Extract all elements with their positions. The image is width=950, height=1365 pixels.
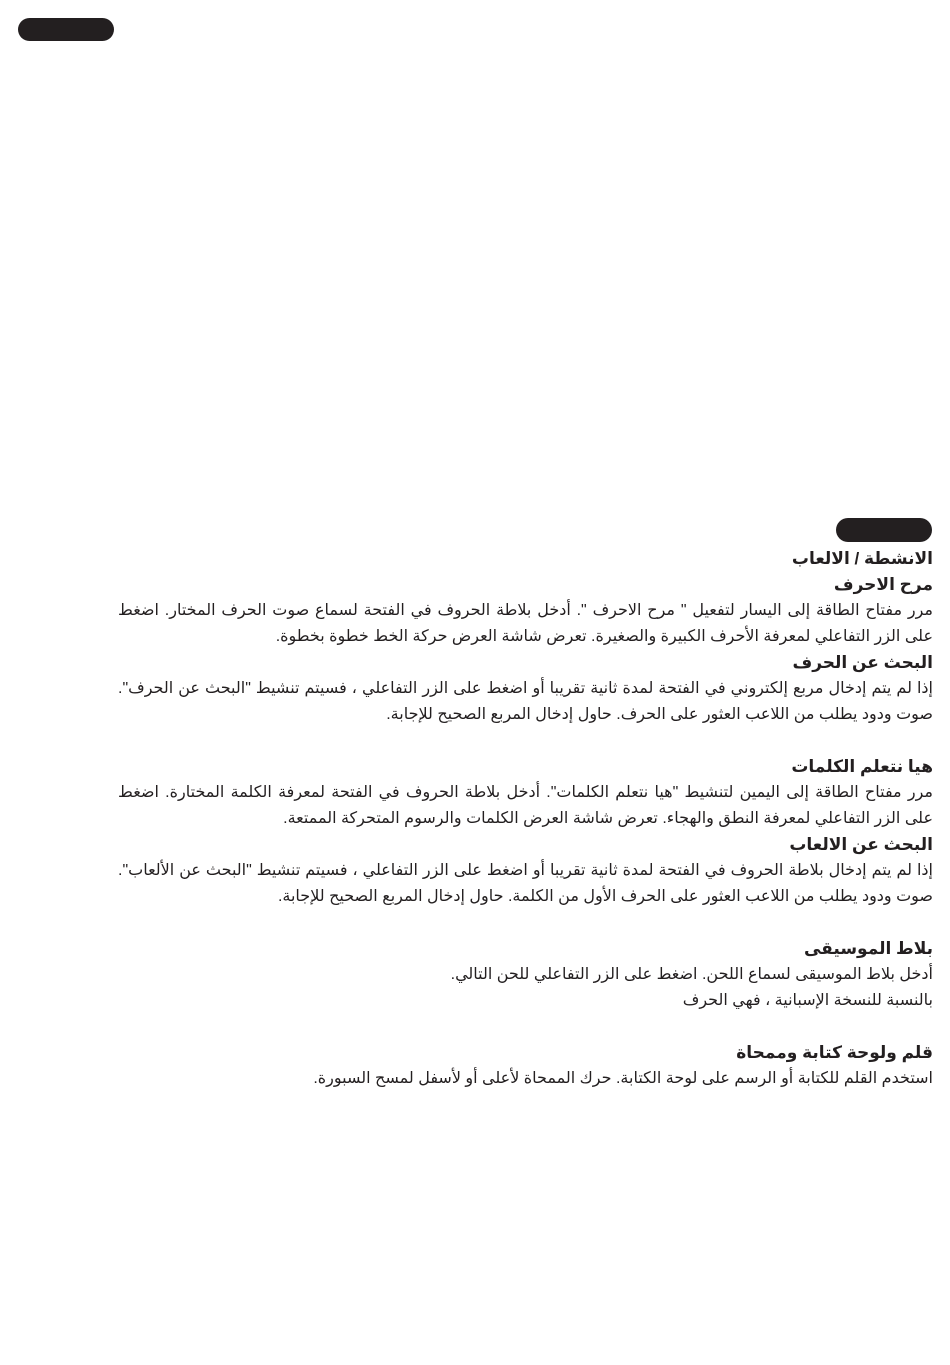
section-text: مرر مفتاح الطاقة إلى اليمين لتنشيط "هيا نتعلم الكلمات". أدخل بلاطة الحروف في الفتحة لمعرفة الكلمة المختارة. اضغط على الزر التفاعلي لمعرفة النطق والهجاء. تعرض شاشة العرض الكلمات والرسوم المتحركة الممتعة. (118, 784, 933, 827)
section-heading: البحث عن الالعاب (789, 835, 933, 854)
section-heading: هيا نتعلم الكلمات (791, 757, 933, 776)
section-text: مرر مفتاح الطاقة إلى اليسار لتفعيل " مرح الاحرف ". أدخل بلاطة الحروف في الفتحة لسماع صوت الحرف المختار. اضغط على الزر التفاعلي لمعرفة الأحرف الكبيرة والصغيرة. تعرض شاشة العرض حركة الخط خطوة بخطوة. (118, 602, 933, 645)
page-label-tab-arabic (836, 518, 932, 542)
arabic-instructions (118, 546, 933, 1092)
section-text-line: أدخل بلاط الموسيقى لسماع اللحن. اضغط على الزر التفاعلي للحن التالي. (450, 966, 933, 983)
section-heading: قلم ولوحة كتابة وممحاة (736, 1043, 933, 1062)
activities-title: الانشطة / الالعاب (791, 549, 933, 568)
section-heading: البحث عن الحرف (792, 653, 933, 672)
section-pen-board-eraser (118, 1040, 933, 1092)
section-text: إذا لم يتم إدخال بلاطة الحروف في الفتحة لمدة ثانية تقريبا أو اضغط على الزر التفاعلي ، فسيتم تنشيط "البحث عن الألعاب". صوت ودود يطلب من اللاعب العثور على الحرف الأول من الكلمة. حاول إدخال المربع الصحيح للإجابة. (118, 862, 933, 905)
section-heading: بلاط الموسيقى (803, 939, 933, 958)
section-text: إذا لم يتم إدخال مربع إلكتروني في الفتحة لمدة ثانية تقريبا أو اضغط على الزر التفاعلي ، فسيتم تنشيط "البحث عن الحرف". صوت ودود يطلب من اللاعب العثور على الحرف. حاول إدخال المربع الصحيح للإجابة. (118, 680, 933, 723)
section-music-tiles (118, 936, 933, 1014)
section-find-games (118, 832, 933, 910)
section-learn-words (118, 754, 933, 832)
section-letter-fun (118, 572, 933, 650)
section-text: استخدم القلم للكتابة أو الرسم على لوحة الكتابة. حرك الممحاة لأعلى أو لأسفل لمسح السبورة. (313, 1070, 933, 1087)
page-label-tab-top (18, 18, 114, 41)
section-find-letter (118, 650, 933, 728)
section-heading: مرح الاحرف (833, 575, 933, 594)
section-text-line: بالنسبة للنسخة الإسبانية ، فهي الحرف (682, 992, 933, 1009)
